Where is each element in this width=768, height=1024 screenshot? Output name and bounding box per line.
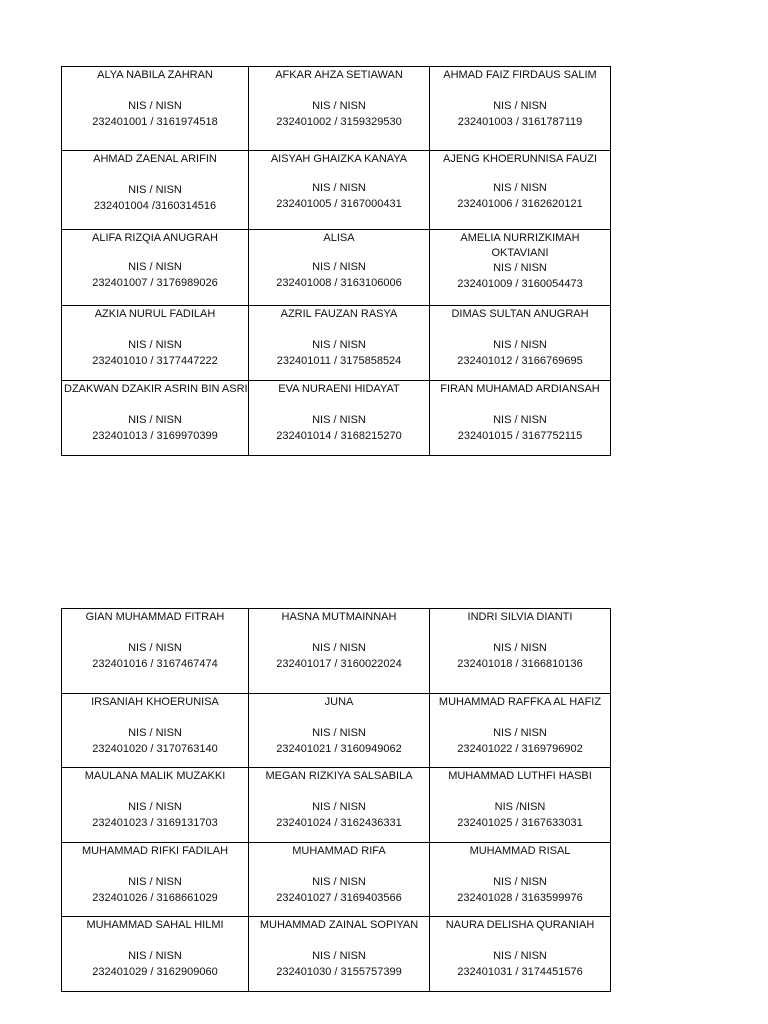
nis-value: 232401008 / 3163106006 (276, 277, 402, 289)
student-name: AISYAH GHAIZKA KANAYA (270, 153, 408, 165)
nis-value: 232401006 / 3162620121 (457, 198, 583, 210)
table-row (62, 843, 611, 917)
nis-label: NIS / NISN (128, 876, 182, 888)
student-name: DZAKWAN DZAKIR ASRIN BIN ASRI (64, 383, 248, 395)
student-cell (249, 917, 430, 992)
student-name: MUHAMMAD LUTHFI HASBI (448, 770, 592, 782)
nis-value: 232401028 / 3163599976 (457, 892, 583, 904)
student-cell (430, 306, 611, 381)
nis-label: NIS / NISN (312, 950, 366, 962)
student-name: EVA NURAENI HIDAYAT (278, 383, 400, 395)
table-row (62, 67, 611, 151)
nis-value: 232401015 / 3167752115 (457, 430, 583, 442)
nis-label: NIS / NISN (128, 339, 182, 351)
nis-value: 232401003 / 3161787119 (457, 116, 583, 128)
student-cell (62, 230, 249, 306)
student-name: AZKIA NURUL FADILAH (94, 308, 216, 320)
nis-label: NIS / NISN (128, 801, 182, 813)
nis-value: 232401001 / 3161974518 (92, 116, 218, 128)
nis-value: 232401016 / 3167467474 (92, 658, 218, 670)
student-cell (430, 917, 611, 992)
nis-label: NIS / NISN (493, 414, 547, 426)
nis-label: NIS / NISN (312, 876, 366, 888)
table-row (62, 306, 611, 381)
nis-value: 232401029 / 3162909060 (92, 966, 218, 978)
student-cell (62, 843, 249, 917)
student-name: DIMAS SULTAN ANUGRAH (451, 308, 589, 320)
student-name: MUHAMMAD RISAL (469, 845, 571, 857)
nis-value: 232401018 / 3166810136 (457, 658, 583, 670)
nis-label: NIS / NISN (128, 414, 182, 426)
nis-value: 232401020 / 3170763140 (92, 743, 218, 755)
nis-value: 232401009 / 3160054473 (457, 278, 583, 290)
student-name: ALISA (323, 232, 355, 244)
student-cell (430, 609, 611, 694)
student-name: ALYA NABILA ZAHRAN (97, 69, 213, 81)
nis-label: NIS / NISN (128, 184, 182, 196)
student-cell (249, 67, 430, 151)
student-name: IRSANIAH KHOERUNISA (91, 696, 219, 708)
nis-value: 232401013 / 3169970399 (92, 430, 218, 442)
table-row (62, 381, 611, 456)
nis-value: 232401026 / 3168661029 (92, 892, 218, 904)
nis-label: NIS / NISN (312, 801, 366, 813)
student-name: AZRIL FAUZAN RASYA (280, 308, 398, 320)
nis-value: 232401021 / 3160949062 (276, 743, 402, 755)
nis-label: NIS / NISN (493, 642, 547, 654)
nis-value: 232401010 / 3177447222 (92, 355, 218, 367)
student-cell (62, 381, 249, 456)
nis-label: NIS /NISN (494, 801, 546, 813)
nis-value: 232401025 / 3167633031 (457, 817, 583, 829)
nis-value: 232401022 / 3169796902 (457, 743, 583, 755)
nis-label: NIS / NISN (312, 182, 366, 194)
nis-label: NIS / NISN (128, 642, 182, 654)
nis-value: 232401030 / 3155757399 (276, 966, 402, 978)
student-name: MEGAN RIZKIYA SALSABILA (265, 770, 413, 782)
student-name: ALIFA RIZQIA ANUGRAH (92, 232, 218, 244)
student-cell (249, 843, 430, 917)
nis-label: NIS / NISN (493, 876, 547, 888)
student-name: NAURA DELISHA QURANIAH (445, 919, 595, 931)
student-name: AHMAD ZAENAL ARIFIN (93, 153, 217, 165)
student-cell (249, 609, 430, 694)
nis-value: 232401012 / 3166769695 (457, 355, 583, 367)
student-name: AFKAR AHZA SETIAWAN (275, 69, 403, 81)
nis-value: 232401027 / 3169403566 (276, 892, 402, 904)
student-cell (430, 230, 611, 306)
student-cell (62, 151, 249, 230)
nis-label: NIS / NISN (493, 100, 547, 112)
student-name: INDRI SILVIA DIANTI (467, 611, 573, 623)
nis-label: NIS / NISN (493, 950, 547, 962)
nis-label: NIS / NISN (312, 414, 366, 426)
student-name: JUNA (324, 696, 354, 708)
student-name: MUHAMMAD SAHAL HILMI (86, 919, 224, 931)
table-row (62, 768, 611, 843)
student-name: MUHAMMAD ZAINAL SOPIYAN (259, 919, 419, 931)
student-cell (430, 67, 611, 151)
student-name: GIAN MUHAMMAD FITRAH (85, 611, 225, 623)
student-name: MUHAMMAD RIFKI FADILAH (81, 845, 229, 857)
nis-label: NIS / NISN (493, 262, 547, 274)
student-name: HASNA MUTMAINNAH (281, 611, 397, 623)
nis-label: NIS / NISN (312, 727, 366, 739)
student-cell (249, 694, 430, 768)
nis-label: NIS / NISN (493, 182, 547, 194)
nis-label: NIS / NISN (493, 339, 547, 351)
student-card-table-1 (61, 66, 611, 456)
nis-value: 232401002 / 3159329530 (276, 116, 402, 128)
student-name: MUHAMMAD RAFFKA AL HAFIZ (438, 696, 602, 708)
table-row (62, 151, 611, 230)
student-cell (430, 151, 611, 230)
student-cell (430, 694, 611, 768)
nis-label: NIS / NISN (312, 100, 366, 112)
student-cell (249, 230, 430, 306)
nis-value: 232401014 / 3168215270 (276, 430, 402, 442)
student-cell (249, 768, 430, 843)
nis-value: 232401031 / 3174451576 (457, 966, 583, 978)
student-cell (430, 381, 611, 456)
nis-value: 232401007 / 3176989026 (92, 277, 218, 289)
student-name: AJENG KHOERUNNISA FAUZI (442, 153, 598, 165)
student-name: FIRAN MUHAMAD ARDIANSAH (440, 383, 600, 395)
nis-label: NIS / NISN (493, 727, 547, 739)
student-cell (62, 609, 249, 694)
nis-label: NIS / NISN (128, 727, 182, 739)
nis-value: 232401024 / 3162436331 (276, 817, 402, 829)
nis-value: 232401005 / 3167000431 (276, 198, 402, 210)
student-cell (62, 917, 249, 992)
student-cell (249, 306, 430, 381)
student-cell (249, 381, 430, 456)
nis-label: NIS / NISN (128, 261, 182, 273)
student-cell (62, 306, 249, 381)
nis-value: 232401004 /3160314516 (93, 200, 217, 212)
table-row (62, 230, 611, 306)
nis-value: 232401023 / 3169131703 (92, 817, 218, 829)
student-cell (249, 151, 430, 230)
nis-label: NIS / NISN (312, 642, 366, 654)
student-card-table-2 (61, 608, 611, 992)
student-cell (62, 768, 249, 843)
table-row (62, 609, 611, 694)
nis-label: NIS / NISN (128, 100, 182, 112)
student-name: AMELIA NURRIZKIMAH OKTAVIANI (460, 232, 580, 259)
student-cell (62, 694, 249, 768)
nis-value: 232401017 / 3160022024 (276, 658, 402, 670)
student-cell (430, 768, 611, 843)
student-name: MUHAMMAD RIFA (292, 845, 386, 857)
student-name: MAULANA MALIK MUZAKKI (84, 770, 226, 782)
table-row (62, 694, 611, 768)
nis-label: NIS / NISN (312, 261, 366, 273)
student-name: AHMAD FAIZ FIRDAUS SALIM (443, 69, 597, 81)
nis-label: NIS / NISN (312, 339, 366, 351)
nis-label: NIS / NISN (128, 950, 182, 962)
student-cell (62, 67, 249, 151)
nis-value: 232401011 / 3175858524 (276, 355, 402, 367)
student-cell (430, 843, 611, 917)
table-row (62, 917, 611, 992)
